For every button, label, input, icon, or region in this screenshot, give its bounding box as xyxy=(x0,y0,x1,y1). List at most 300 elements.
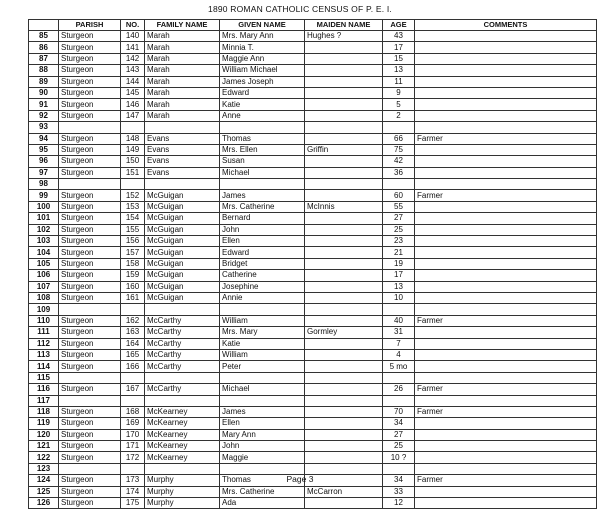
parish-cell: Sturgeon xyxy=(59,315,121,326)
row-number: 91 xyxy=(29,99,59,110)
age-cell: 10 xyxy=(383,292,415,303)
age-cell: 43 xyxy=(383,31,415,42)
comments-cell xyxy=(415,327,597,338)
maiden-name-cell xyxy=(305,190,383,201)
table-row xyxy=(29,110,597,121)
maiden-name-cell xyxy=(305,429,383,440)
age-cell xyxy=(383,179,415,190)
family-name-cell: McGuigan xyxy=(145,224,220,235)
number-cell: 171 xyxy=(121,441,145,452)
table-row xyxy=(29,144,597,155)
given-name-cell: Mrs. Mary xyxy=(220,327,305,338)
row-number: 111 xyxy=(29,327,59,338)
maiden-name-cell xyxy=(305,361,383,372)
maiden-name-cell: McCarron xyxy=(305,486,383,497)
family-name-cell: Marah xyxy=(145,87,220,98)
family-name-cell: Marah xyxy=(145,76,220,87)
parish-cell: Sturgeon xyxy=(59,418,121,429)
maiden-name-cell xyxy=(305,304,383,315)
number-cell xyxy=(121,304,145,315)
row-number: 113 xyxy=(29,349,59,360)
maiden-name-cell xyxy=(305,76,383,87)
row-number: 120 xyxy=(29,429,59,440)
row-number: 85 xyxy=(29,31,59,42)
age-cell: 13 xyxy=(383,281,415,292)
age-cell: 2 xyxy=(383,110,415,121)
page-footer: Page 3 xyxy=(286,474,314,484)
maiden-name-cell xyxy=(305,122,383,133)
table-row xyxy=(29,87,597,98)
number-cell: 151 xyxy=(121,167,145,178)
number-cell: 173 xyxy=(121,475,145,486)
parish-cell xyxy=(59,179,121,190)
table-row xyxy=(29,213,597,224)
age-cell xyxy=(383,372,415,383)
given-name-cell: Bridget xyxy=(220,258,305,269)
parish-cell: Sturgeon xyxy=(59,475,121,486)
comments-cell xyxy=(415,418,597,429)
comments-cell xyxy=(415,76,597,87)
given-name-cell: Annie xyxy=(220,292,305,303)
parish-cell: Sturgeon xyxy=(59,236,121,247)
column-header-comments: COMMENTS xyxy=(415,20,597,31)
table-row xyxy=(29,418,597,429)
column-header-family-name: FAMILY NAME xyxy=(145,20,220,31)
comments-cell xyxy=(415,486,597,497)
parish-cell: Sturgeon xyxy=(59,87,121,98)
age-cell: 36 xyxy=(383,167,415,178)
family-name-cell: McGuigan xyxy=(145,281,220,292)
given-name-cell: James Joseph xyxy=(220,76,305,87)
number-cell: 168 xyxy=(121,406,145,417)
family-name-cell: McGuigan xyxy=(145,292,220,303)
number-cell: 174 xyxy=(121,486,145,497)
family-name-cell: Marah xyxy=(145,65,220,76)
row-number: 90 xyxy=(29,87,59,98)
number-cell xyxy=(121,122,145,133)
family-name-cell xyxy=(145,122,220,133)
comments-cell: Farmer xyxy=(415,384,597,395)
comments-cell xyxy=(415,65,597,76)
given-name-cell xyxy=(220,122,305,133)
number-cell xyxy=(121,179,145,190)
row-number: 87 xyxy=(29,53,59,64)
given-name-cell: Maggie xyxy=(220,452,305,463)
number-cell xyxy=(121,372,145,383)
parish-cell: Sturgeon xyxy=(59,247,121,258)
row-number: 95 xyxy=(29,144,59,155)
row-number: 101 xyxy=(29,213,59,224)
parish-cell: Sturgeon xyxy=(59,144,121,155)
number-cell: 149 xyxy=(121,144,145,155)
parish-cell: Sturgeon xyxy=(59,327,121,338)
number-cell: 160 xyxy=(121,281,145,292)
family-name-cell: McCarthy xyxy=(145,315,220,326)
table-row xyxy=(29,65,597,76)
number-cell: 159 xyxy=(121,270,145,281)
maiden-name-cell xyxy=(305,270,383,281)
given-name-cell: James xyxy=(220,190,305,201)
maiden-name-cell xyxy=(305,213,383,224)
number-cell: 147 xyxy=(121,110,145,121)
row-number: 94 xyxy=(29,133,59,144)
row-number: 125 xyxy=(29,486,59,497)
family-name-cell: McKearney xyxy=(145,429,220,440)
family-name-cell: McCarthy xyxy=(145,384,220,395)
number-cell: 165 xyxy=(121,349,145,360)
family-name-cell: McKearney xyxy=(145,452,220,463)
parish-cell: Sturgeon xyxy=(59,281,121,292)
table-row xyxy=(29,133,597,144)
maiden-name-cell xyxy=(305,53,383,64)
maiden-name-cell xyxy=(305,224,383,235)
comments-cell xyxy=(415,349,597,360)
maiden-name-cell xyxy=(305,156,383,167)
given-name-cell xyxy=(220,372,305,383)
table-row xyxy=(29,224,597,235)
comments-cell xyxy=(415,122,597,133)
row-number: 89 xyxy=(29,76,59,87)
age-cell: 12 xyxy=(383,498,415,509)
given-name-cell: Peter xyxy=(220,361,305,372)
number-cell: 164 xyxy=(121,338,145,349)
given-name-cell: Mrs. Catherine xyxy=(220,201,305,212)
parish-cell: Sturgeon xyxy=(59,201,121,212)
row-number: 123 xyxy=(29,463,59,474)
row-number: 112 xyxy=(29,338,59,349)
age-cell: 66 xyxy=(383,133,415,144)
family-name-cell: McGuigan xyxy=(145,190,220,201)
maiden-name-cell xyxy=(305,281,383,292)
parish-cell: Sturgeon xyxy=(59,429,121,440)
comments-cell: Farmer xyxy=(415,190,597,201)
given-name-cell: Mrs. Catherine xyxy=(220,486,305,497)
table-row xyxy=(29,441,597,452)
given-name-cell: John xyxy=(220,224,305,235)
maiden-name-cell xyxy=(305,292,383,303)
parish-cell: Sturgeon xyxy=(59,42,121,53)
family-name-cell: McCarthy xyxy=(145,327,220,338)
table-row xyxy=(29,349,597,360)
table-row xyxy=(29,236,597,247)
column-header-rownum xyxy=(29,20,59,31)
parish-cell: Sturgeon xyxy=(59,384,121,395)
given-name-cell: Ellen xyxy=(220,418,305,429)
parish-cell: Sturgeon xyxy=(59,76,121,87)
parish-cell xyxy=(59,122,121,133)
age-cell: 33 xyxy=(383,486,415,497)
row-number: 110 xyxy=(29,315,59,326)
row-number: 121 xyxy=(29,441,59,452)
given-name-cell: Mary Ann xyxy=(220,429,305,440)
number-cell: 148 xyxy=(121,133,145,144)
age-cell: 10 ? xyxy=(383,452,415,463)
parish-cell: Sturgeon xyxy=(59,338,121,349)
table-row xyxy=(29,361,597,372)
age-cell: 27 xyxy=(383,429,415,440)
family-name-cell: McGuigan xyxy=(145,201,220,212)
census-table xyxy=(28,19,597,509)
parish-cell: Sturgeon xyxy=(59,156,121,167)
age-cell: 60 xyxy=(383,190,415,201)
family-name-cell: McKearney xyxy=(145,418,220,429)
row-number: 119 xyxy=(29,418,59,429)
age-cell xyxy=(383,395,415,406)
family-name-cell xyxy=(145,395,220,406)
comments-cell xyxy=(415,144,597,155)
comments-cell: Farmer xyxy=(415,133,597,144)
maiden-name-cell xyxy=(305,42,383,53)
family-name-cell xyxy=(145,304,220,315)
parish-cell: Sturgeon xyxy=(59,167,121,178)
comments-cell xyxy=(415,53,597,64)
given-name-cell: John xyxy=(220,441,305,452)
age-cell: 55 xyxy=(383,201,415,212)
page-title: 1890 ROMAN CATHOLIC CENSUS OF P. E. I. xyxy=(208,4,392,14)
parish-cell: Sturgeon xyxy=(59,224,121,235)
given-name-cell: Edward xyxy=(220,247,305,258)
parish-cell: Sturgeon xyxy=(59,406,121,417)
table-row xyxy=(29,99,597,110)
given-name-cell: Michael xyxy=(220,384,305,395)
comments-cell xyxy=(415,31,597,42)
given-name-cell: Mrs. Mary Ann xyxy=(220,31,305,42)
maiden-name-cell xyxy=(305,338,383,349)
comments-cell xyxy=(415,372,597,383)
maiden-name-cell xyxy=(305,65,383,76)
number-cell: 162 xyxy=(121,315,145,326)
column-header-no: NO. xyxy=(121,20,145,31)
given-name-cell: Thomas xyxy=(220,475,305,486)
family-name-cell: McGuigan xyxy=(145,213,220,224)
given-name-cell: Thomas xyxy=(220,133,305,144)
given-name-cell: Josephine xyxy=(220,281,305,292)
given-name-cell: Susan xyxy=(220,156,305,167)
table-row xyxy=(29,270,597,281)
parish-cell: Sturgeon xyxy=(59,452,121,463)
family-name-cell: Marah xyxy=(145,31,220,42)
maiden-name-cell xyxy=(305,247,383,258)
family-name-cell: Marah xyxy=(145,53,220,64)
family-name-cell xyxy=(145,179,220,190)
maiden-name-cell xyxy=(305,384,383,395)
given-name-cell: Catherine xyxy=(220,270,305,281)
age-cell: 5 mo xyxy=(383,361,415,372)
number-cell: 150 xyxy=(121,156,145,167)
comments-cell xyxy=(415,395,597,406)
comments-cell xyxy=(415,429,597,440)
maiden-name-cell xyxy=(305,418,383,429)
parish-cell: Sturgeon xyxy=(59,498,121,509)
age-cell: 17 xyxy=(383,42,415,53)
given-name-cell: William xyxy=(220,349,305,360)
given-name-cell: James xyxy=(220,406,305,417)
parish-cell: Sturgeon xyxy=(59,441,121,452)
column-header-age: AGE xyxy=(383,20,415,31)
row-number: 88 xyxy=(29,65,59,76)
given-name-cell: Katie xyxy=(220,99,305,110)
maiden-name-cell: Griffin xyxy=(305,144,383,155)
age-cell: 13 xyxy=(383,65,415,76)
row-number: 115 xyxy=(29,372,59,383)
given-name-cell xyxy=(220,179,305,190)
table-row xyxy=(29,247,597,258)
parish-cell: Sturgeon xyxy=(59,349,121,360)
parish-cell: Sturgeon xyxy=(59,270,121,281)
given-name-cell: Ada xyxy=(220,498,305,509)
row-number: 117 xyxy=(29,395,59,406)
family-name-cell: Evans xyxy=(145,133,220,144)
comments-cell xyxy=(415,87,597,98)
maiden-name-cell xyxy=(305,179,383,190)
number-cell: 163 xyxy=(121,327,145,338)
age-cell: 19 xyxy=(383,258,415,269)
table-row xyxy=(29,281,597,292)
parish-cell: Sturgeon xyxy=(59,292,121,303)
age-cell: 34 xyxy=(383,475,415,486)
parish-cell: Sturgeon xyxy=(59,110,121,121)
maiden-name-cell xyxy=(305,99,383,110)
number-cell: 143 xyxy=(121,65,145,76)
age-cell: 70 xyxy=(383,406,415,417)
number-cell: 154 xyxy=(121,213,145,224)
family-name-cell: McCarthy xyxy=(145,361,220,372)
table-row xyxy=(29,53,597,64)
row-number: 102 xyxy=(29,224,59,235)
row-number: 96 xyxy=(29,156,59,167)
comments-cell xyxy=(415,213,597,224)
table-row xyxy=(29,406,597,417)
comments-cell xyxy=(415,338,597,349)
comments-cell xyxy=(415,258,597,269)
parish-cell: Sturgeon xyxy=(59,190,121,201)
age-cell: 25 xyxy=(383,441,415,452)
age-cell: 7 xyxy=(383,338,415,349)
comments-cell xyxy=(415,236,597,247)
comments-cell xyxy=(415,281,597,292)
age-cell: 25 xyxy=(383,224,415,235)
given-name-cell: William xyxy=(220,315,305,326)
given-name-cell: Ellen xyxy=(220,236,305,247)
comments-cell xyxy=(415,201,597,212)
number-cell: 142 xyxy=(121,53,145,64)
age-cell: 31 xyxy=(383,327,415,338)
family-name-cell: Marah xyxy=(145,42,220,53)
parish-cell xyxy=(59,395,121,406)
maiden-name-cell xyxy=(305,395,383,406)
table-row xyxy=(29,315,597,326)
comments-cell xyxy=(415,304,597,315)
given-name-cell: Bernard xyxy=(220,213,305,224)
number-cell: 144 xyxy=(121,76,145,87)
family-name-cell: Murphy xyxy=(145,486,220,497)
parish-cell: Sturgeon xyxy=(59,213,121,224)
given-name-cell: Minnia T. xyxy=(220,42,305,53)
row-number: 104 xyxy=(29,247,59,258)
row-number: 105 xyxy=(29,258,59,269)
maiden-name-cell xyxy=(305,498,383,509)
age-cell: 9 xyxy=(383,87,415,98)
given-name-cell xyxy=(220,304,305,315)
row-number: 109 xyxy=(29,304,59,315)
comments-cell: Farmer xyxy=(415,406,597,417)
comments-cell: Farmer xyxy=(415,475,597,486)
given-name-cell: Maggie Ann xyxy=(220,53,305,64)
parish-cell: Sturgeon xyxy=(59,31,121,42)
row-number: 122 xyxy=(29,452,59,463)
table-row xyxy=(29,42,597,53)
maiden-name-cell xyxy=(305,315,383,326)
comments-cell xyxy=(415,99,597,110)
number-cell: 172 xyxy=(121,452,145,463)
table-row xyxy=(29,338,597,349)
row-number: 124 xyxy=(29,475,59,486)
table-row xyxy=(29,292,597,303)
parish-cell: Sturgeon xyxy=(59,258,121,269)
comments-cell xyxy=(415,452,597,463)
row-number: 116 xyxy=(29,384,59,395)
age-cell: 4 xyxy=(383,349,415,360)
number-cell: 153 xyxy=(121,201,145,212)
parish-cell: Sturgeon xyxy=(59,361,121,372)
family-name-cell: McKearney xyxy=(145,406,220,417)
age-cell xyxy=(383,304,415,315)
given-name-cell: William Michael xyxy=(220,65,305,76)
age-cell: 5 xyxy=(383,99,415,110)
row-number: 108 xyxy=(29,292,59,303)
number-cell: 158 xyxy=(121,258,145,269)
age-cell: 34 xyxy=(383,418,415,429)
comments-cell xyxy=(415,224,597,235)
table-row xyxy=(29,156,597,167)
table-row xyxy=(29,31,597,42)
maiden-name-cell xyxy=(305,349,383,360)
row-number: 99 xyxy=(29,190,59,201)
number-cell: 140 xyxy=(121,31,145,42)
column-header-maiden-name: MAIDEN NAME xyxy=(305,20,383,31)
table-row xyxy=(29,190,597,201)
maiden-name-cell: Gormley xyxy=(305,327,383,338)
number-cell: 145 xyxy=(121,87,145,98)
age-cell: 23 xyxy=(383,236,415,247)
maiden-name-cell xyxy=(305,133,383,144)
family-name-cell: McGuigan xyxy=(145,270,220,281)
row-number: 100 xyxy=(29,201,59,212)
maiden-name-cell xyxy=(305,441,383,452)
maiden-name-cell xyxy=(305,236,383,247)
parish-cell: Sturgeon xyxy=(59,133,121,144)
number-cell: 146 xyxy=(121,99,145,110)
maiden-name-cell xyxy=(305,87,383,98)
family-name-cell: McCarthy xyxy=(145,338,220,349)
number-cell: 156 xyxy=(121,236,145,247)
maiden-name-cell: McInnis xyxy=(305,201,383,212)
row-number: 86 xyxy=(29,42,59,53)
given-name-cell xyxy=(220,395,305,406)
given-name-cell: Katie xyxy=(220,338,305,349)
table-row xyxy=(29,304,597,315)
age-cell: 27 xyxy=(383,213,415,224)
parish-cell: Sturgeon xyxy=(59,65,121,76)
age-cell: 26 xyxy=(383,384,415,395)
family-name-cell: McGuigan xyxy=(145,247,220,258)
parish-cell: Sturgeon xyxy=(59,99,121,110)
maiden-name-cell xyxy=(305,406,383,417)
number-cell: 175 xyxy=(121,498,145,509)
table-row xyxy=(29,201,597,212)
table-row xyxy=(29,327,597,338)
parish-cell xyxy=(59,304,121,315)
